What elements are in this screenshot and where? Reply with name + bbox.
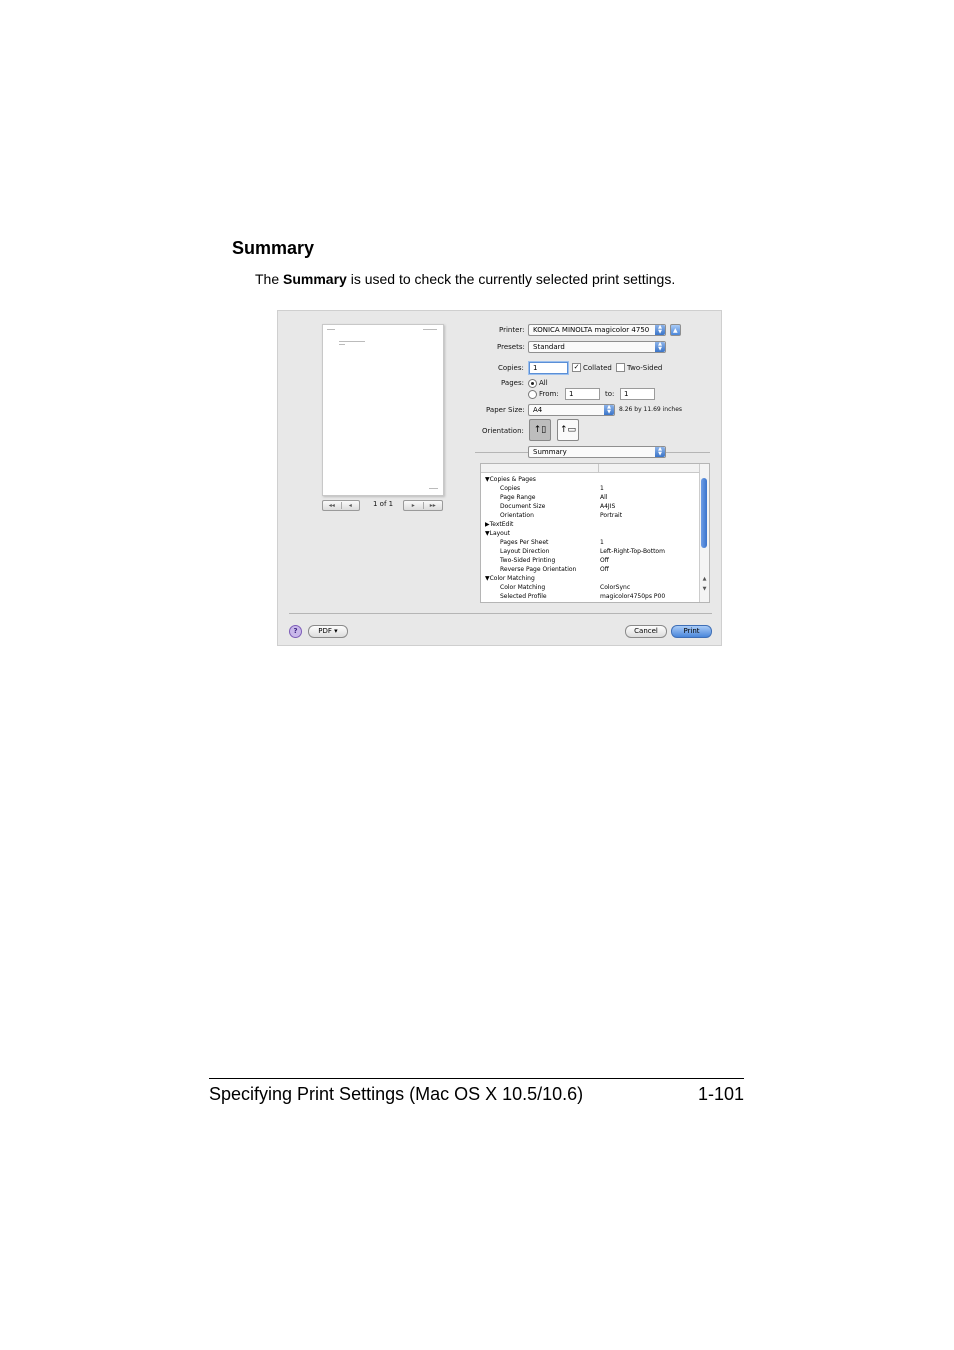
next-page-button[interactable]: ▸ bbox=[411, 502, 415, 509]
pages-from-field[interactable]: 1 bbox=[565, 388, 600, 400]
last-page-button[interactable]: ▸▸ bbox=[423, 502, 443, 509]
two-sided-checkbox[interactable] bbox=[616, 363, 625, 372]
summary-key: Reverse Page Orientation bbox=[500, 566, 577, 573]
summary-row[interactable] bbox=[481, 592, 699, 601]
summary-row[interactable] bbox=[481, 475, 699, 484]
summary-value: Portrait bbox=[600, 512, 623, 519]
summary-key: ▼Color Matching bbox=[485, 575, 535, 582]
summary-value: All bbox=[600, 494, 608, 501]
scroll-up-icon[interactable]: ▲ bbox=[702, 576, 707, 582]
presets-value: Standard bbox=[533, 343, 565, 351]
summary-table[interactable] bbox=[480, 463, 710, 603]
print-dialog bbox=[277, 310, 722, 646]
summary-row[interactable] bbox=[481, 502, 699, 511]
landscape-orientation-button[interactable] bbox=[557, 419, 579, 441]
first-page-button[interactable]: ◂◂ bbox=[328, 502, 335, 509]
summary-scrollbar[interactable] bbox=[699, 464, 709, 602]
paper-size-value: A4 bbox=[533, 406, 543, 414]
bottom-separator bbox=[289, 613, 712, 614]
pages-from-label: From: bbox=[539, 390, 559, 398]
intro-bold: Summary bbox=[283, 271, 347, 287]
pages-from-radio[interactable] bbox=[528, 390, 537, 399]
summary-key: Layout Direction bbox=[500, 548, 550, 555]
cancel-button[interactable]: Cancel bbox=[625, 625, 667, 638]
summary-key: ▼Layout bbox=[485, 530, 511, 537]
summary-row[interactable] bbox=[481, 520, 699, 529]
page-indicator: 1 of 1 bbox=[373, 500, 394, 508]
prev-page-button[interactable]: ◂ bbox=[341, 502, 360, 509]
summary-key: Page Range bbox=[500, 494, 536, 501]
summary-value: A4JIS bbox=[600, 503, 616, 510]
printer-disclosure-button[interactable] bbox=[670, 324, 681, 336]
portrait-icon: ↑▯ bbox=[533, 425, 547, 435]
panel-popup[interactable] bbox=[528, 446, 666, 458]
summary-value: Off bbox=[600, 557, 609, 564]
summary-row[interactable] bbox=[481, 574, 699, 583]
paper-dimensions: 8.26 by 11.69 inches bbox=[619, 406, 683, 413]
popup-arrows-icon: ▲ ▼ bbox=[655, 447, 665, 457]
summary-value: magicolor4750ps P00 bbox=[600, 593, 666, 600]
collated-label: Collated bbox=[583, 364, 612, 372]
summary-key: Copies bbox=[500, 485, 521, 492]
summary-key: Pages Per Sheet bbox=[500, 539, 549, 546]
summary-value: Left-Right-Top-Bottom bbox=[600, 548, 665, 555]
printer-popup[interactable] bbox=[528, 324, 666, 336]
summary-table-header bbox=[481, 464, 699, 473]
print-preview-page bbox=[322, 324, 444, 496]
summary-key: ▶TextEdit bbox=[485, 521, 514, 528]
summary-key: Two-Sided Printing bbox=[500, 557, 556, 564]
pages-all-label: All bbox=[539, 379, 548, 387]
summary-value: 1 bbox=[600, 539, 604, 546]
collated-checkbox[interactable]: ✓ bbox=[573, 363, 580, 371]
summary-row[interactable] bbox=[481, 547, 699, 556]
popup-arrows-icon: ▲ ▼ bbox=[604, 405, 614, 415]
popup-arrows-icon: ▲ ▼ bbox=[655, 342, 665, 352]
summary-row[interactable] bbox=[481, 484, 699, 493]
summary-row[interactable] bbox=[481, 565, 699, 574]
summary-key: Orientation bbox=[500, 512, 534, 519]
summary-key: Document Size bbox=[500, 503, 546, 510]
help-button[interactable]: ? bbox=[289, 625, 302, 638]
printer-label: Printer: bbox=[499, 326, 525, 334]
summary-row[interactable] bbox=[481, 538, 699, 547]
pages-to-field[interactable]: 1 bbox=[620, 388, 655, 400]
summary-value: 1 bbox=[600, 485, 604, 492]
paper-size-popup[interactable] bbox=[528, 404, 615, 416]
pages-to-label: to: bbox=[605, 390, 615, 398]
page-number: 1-101 bbox=[697, 1084, 744, 1104]
presets-label: Presets: bbox=[497, 343, 525, 351]
presets-popup[interactable] bbox=[528, 341, 666, 353]
pages-all-radio[interactable] bbox=[528, 379, 537, 388]
printer-value: KONICA MINOLTA magicolor 4750 bbox=[533, 326, 650, 334]
footer-rule bbox=[209, 1078, 744, 1079]
triangle-up-icon: ▲ bbox=[673, 327, 678, 334]
landscape-icon: ↑▭ bbox=[559, 425, 577, 435]
summary-key: ▼Copies & Pages bbox=[485, 476, 536, 483]
orientation-label: Orientation: bbox=[482, 427, 524, 435]
paper-size-label: Paper Size: bbox=[486, 406, 525, 414]
copies-field[interactable]: 1 bbox=[529, 362, 568, 374]
two-sided-label: Two-Sided bbox=[627, 364, 663, 372]
intro-text bbox=[255, 271, 675, 287]
scroll-down-icon[interactable]: ▼ bbox=[702, 586, 707, 592]
summary-row[interactable] bbox=[481, 511, 699, 520]
summary-key: Selected Profile bbox=[500, 593, 547, 600]
summary-key: Color Matching bbox=[500, 584, 546, 591]
summary-value: Off bbox=[600, 566, 609, 573]
panel-value: Summary bbox=[533, 448, 567, 456]
preview-back-buttons[interactable] bbox=[322, 500, 360, 511]
summary-row[interactable] bbox=[481, 583, 699, 592]
print-button[interactable]: Print bbox=[671, 625, 712, 638]
intro-suffix: is used to check the currently selected print settings. bbox=[346, 271, 676, 287]
copies-label: Copies: bbox=[498, 364, 524, 372]
pdf-button[interactable]: PDF ▾ bbox=[308, 625, 348, 638]
popup-arrows-icon: ▲ ▼ bbox=[655, 325, 665, 335]
summary-row[interactable] bbox=[481, 529, 699, 538]
pages-label: Pages: bbox=[501, 379, 524, 387]
portrait-orientation-button[interactable] bbox=[529, 419, 551, 441]
intro-prefix: The bbox=[255, 271, 284, 287]
section-heading: Summary bbox=[232, 238, 315, 258]
preview-forward-buttons[interactable] bbox=[403, 500, 443, 511]
scroll-thumb[interactable] bbox=[701, 478, 707, 548]
summary-row[interactable] bbox=[481, 556, 699, 565]
summary-value: ColorSync bbox=[600, 584, 631, 591]
footer-title: Specifying Print Settings (Mac OS X 10.5/10.6) bbox=[209, 1084, 584, 1104]
summary-row[interactable] bbox=[481, 493, 699, 502]
